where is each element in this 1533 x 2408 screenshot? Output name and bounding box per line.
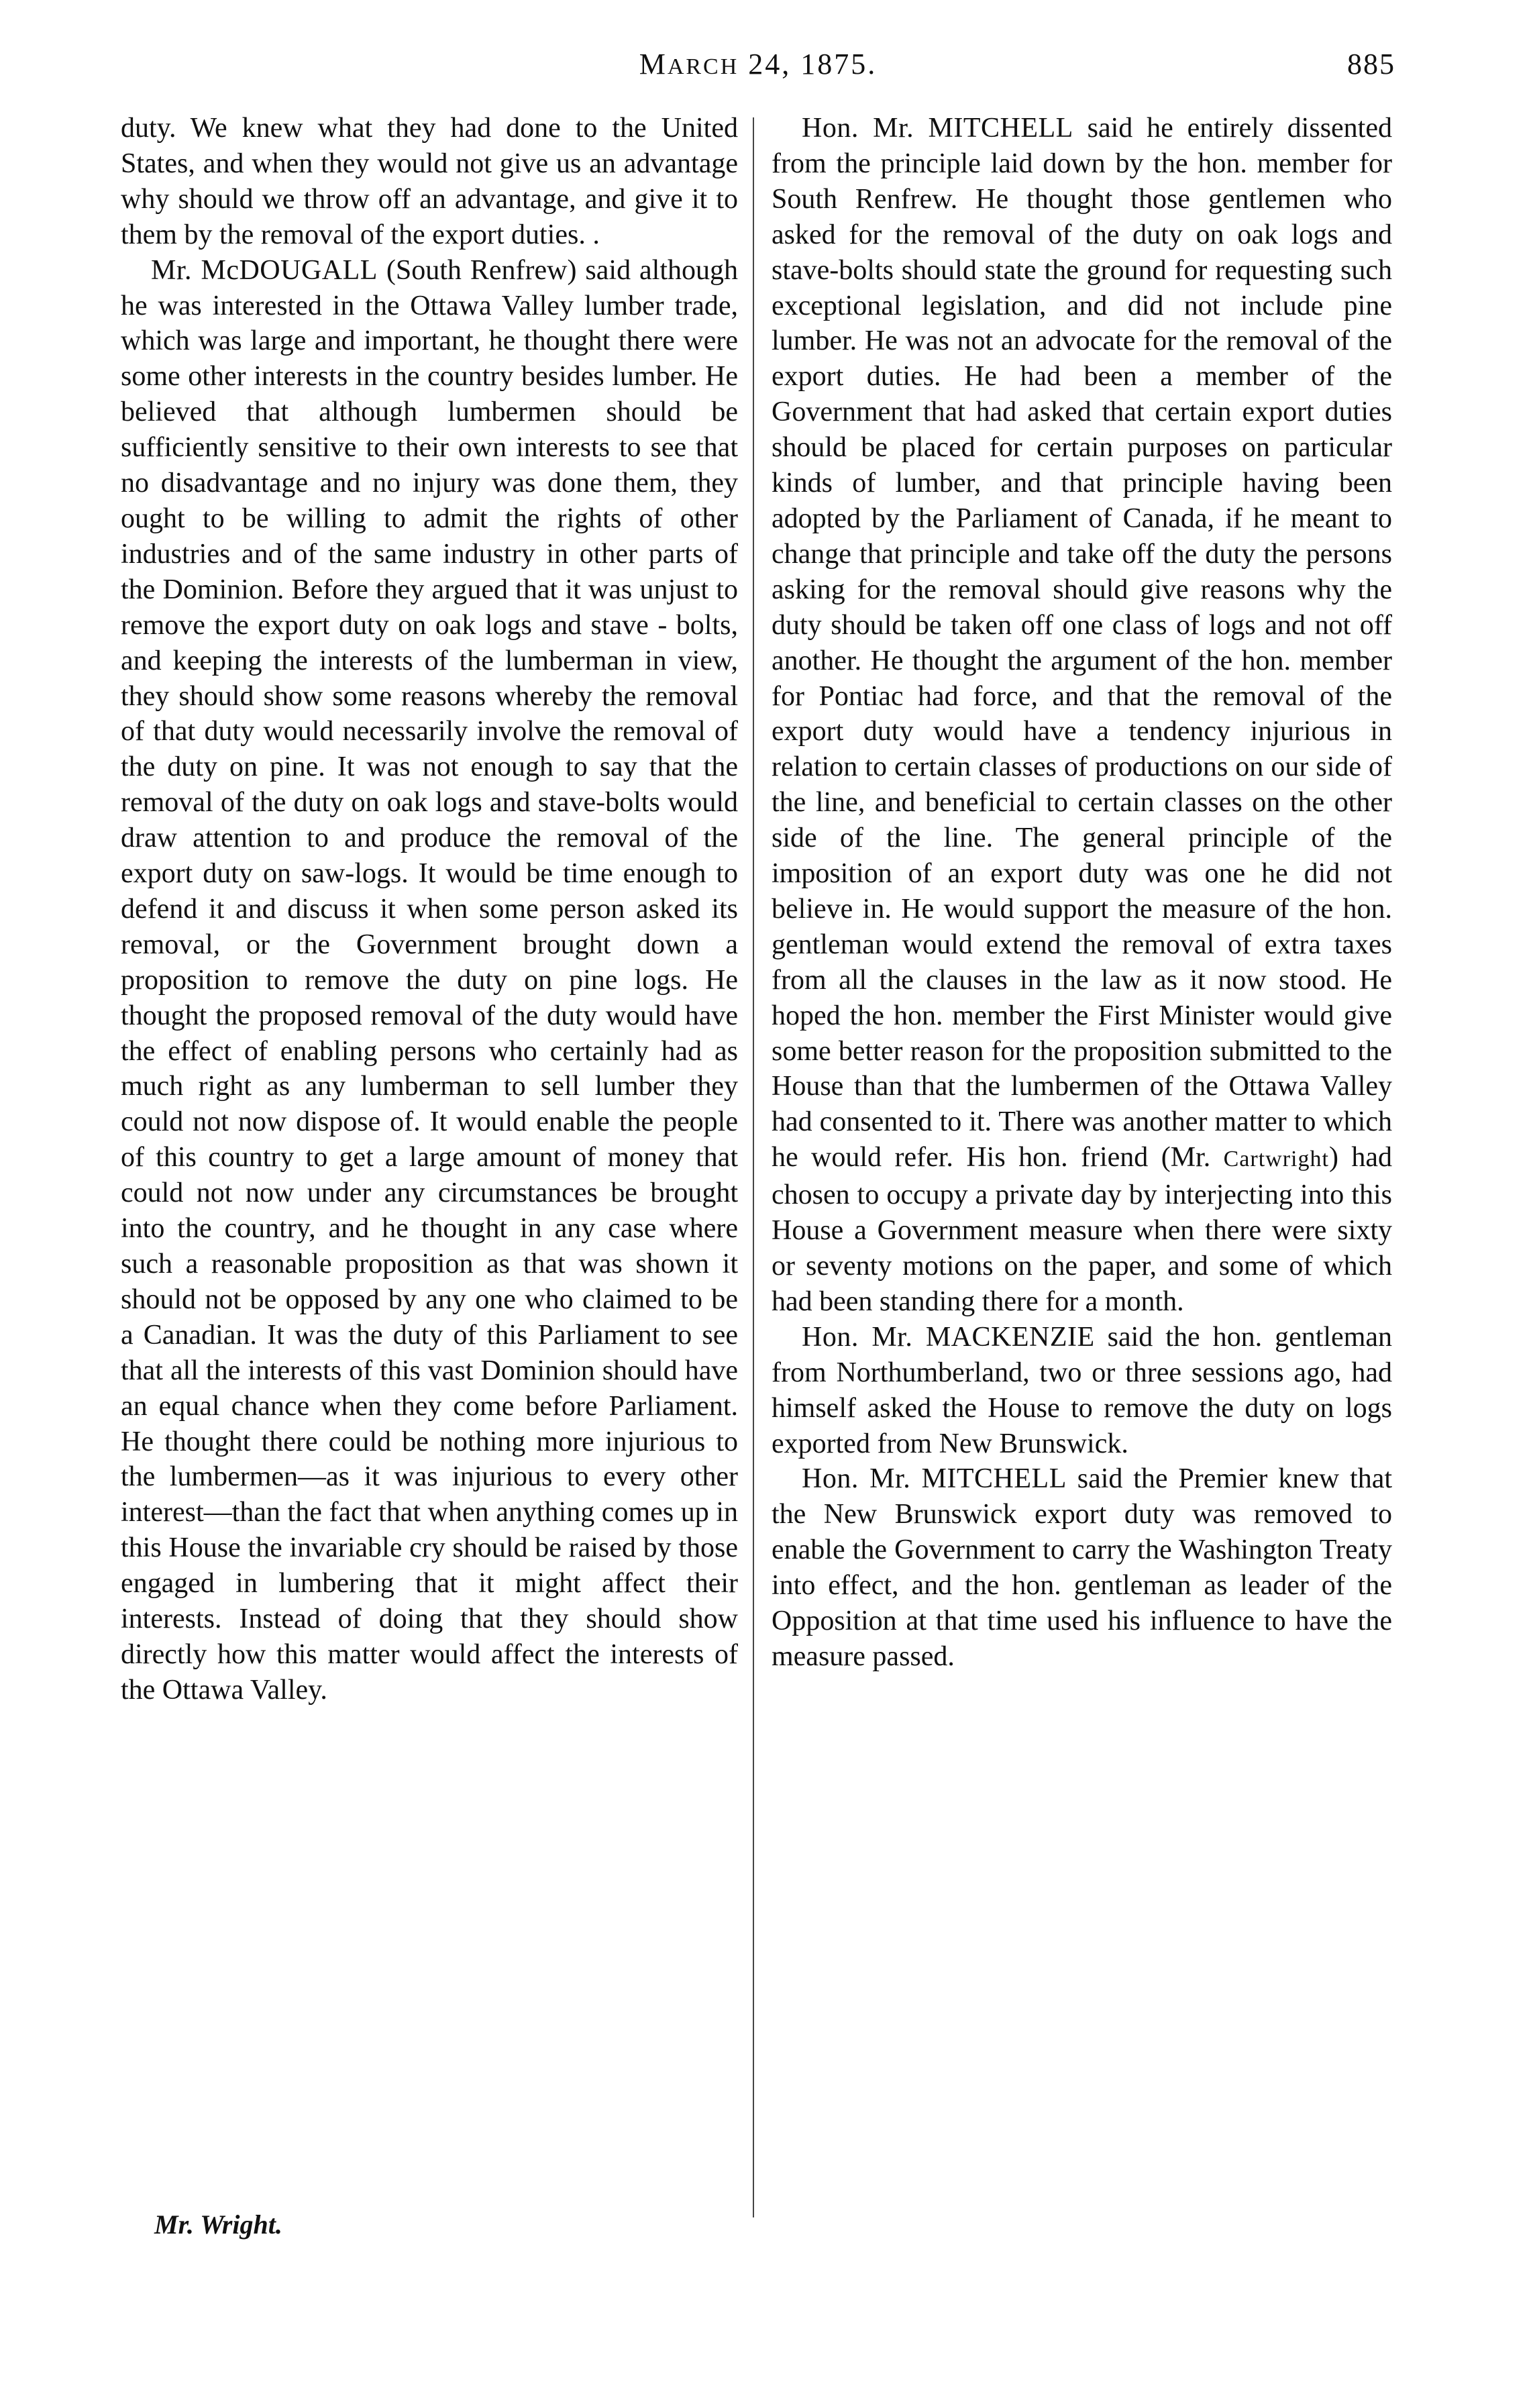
page-header [121,47,1395,87]
page-date [121,47,1395,81]
speaker-name: Hon. Mr. MITCHELL [802,1463,1067,1495]
paragraph [121,253,738,1708]
paragraph [772,1461,1392,1674]
paragraph-body: said the hon. gentleman from Northumberland, two or three sessions ago, had himself asked the House to remove the duty on logs exported from New Brunswick. [772,1321,1393,1459]
paragraph-body: said he entirely dissented from the principle laid down by the hon. member for South Renfrew. He thought those gentlemen who asked for the removal of the duty on oak logs and stave-bolts should state the ground for requesting such exceptional legislation, and did not include pine lumber. He was not an advocate for the removal of the export duties. He had been a member of the Government that had asked that certain export duties should be placed for certain purposes on particular kinds of lumber, and that principle having been adopted by the Parliament of Canada, if he meant to change that principle and take off the duty the persons asking for the removal should give reasons why the duty should be taken off one class of logs and not off another. He thought the argument of the hon. member for Pontiac had force, and that the removal of the export duty would have a tendency injurious in relation to certain classes of productions on our side of the line, and beneficial to certain classes on the other side of the line. The general principle of the imposition of an export duty was one he did not believe in. He would support the measure of the hon. gentleman would extend the removal of extra taxes from all the clauses in the law as it now stood. He hoped the hon. member the First Minister would give some better reason for the proposition submitted to the House than that the lumbermen of the Ottawa Valley had consented to it. There was another matter to which he would refer. His hon. friend (Mr. [772,113,1392,1173]
paragraph-body: ) had chosen to occupy a private day by interjecting into this House a Government measure when there were sixty or seventy motions on the paper, and some of which had been standing there for a month. [772,1142,1392,1317]
paragraph-body: said the Premier knew that the New Brunswick export duty was removed to enable the Government to carry the Washington Treaty into effect, and the hon. gentleman as leader of the Opposition at that time used his influence to have the measure passed. [772,1463,1392,1672]
left-column [121,111,738,1708]
date-day-year: 24, 1875. [748,48,878,81]
speaker-name: Hon. Mr. MACKENZIE [802,1321,1095,1353]
paragraph [772,111,1392,1320]
page-number: 885 [1347,48,1395,81]
right-column [772,111,1392,1675]
smallcaps-name: Cartwright [1223,1147,1329,1172]
date-initial: M [639,48,668,81]
paragraph [772,1320,1392,1462]
footer-speaker-label: Mr. Wright. [154,2209,282,2240]
date-month-rest: ARCH [667,54,739,79]
paragraph-body: (South Renfrew) said although he was interested in the Ottawa Valley lumber trade, which was large and important, he thought there were some other interests in the country besides lumber. He believed that although lumbermen should be sufficiently sensitive to their own interests to see that no disadvantage and no injury was done them, they ought to be willing to admit the rights of other industries and of the same industry in other parts of the Dominion. Before they argued that it was unjust to remove the export duty on oak logs and stave - bolts, and keeping the interests of the lumberman in view, they should show some reasons whereby the removal of that duty would necessarily involve the removal of the duty on pine. It was not enough to say that the removal of the duty on oak logs and stave-bolts would draw attention to and produce the removal of the export duty on saw-logs. It would be time enough to defend it and discuss it when some person asked its removal, or the Government brought down a proposition to remove the duty on pine logs. He thought the proposed removal of the duty would have the effect of enabling persons who certainly had as much right as any lumberman to sell lumber they could not now dispose of. It would enable the people of this country to get a large amount of money that could not now under any circumstances be brought into the country, and he thought in any case where such a reasonable proposition as that was shown it should not be opposed by any one who claimed to be a Canadian. It was the duty of this Parliament to see that all the interests of this vast Dominion should have an equal chance when they come before Parliament. He thought there could be nothing more injurious to the lumbermen—as it was injurious to every other interest—than the fact that when anything comes up in this House the invariable cry should be raised by those engaged in lumbering that it might affect their interests. Instead of doing that they should show directly how this matter would affect the interests of the Ottawa Valley. [121,254,739,1706]
speaker-name: Mr. McDOUGALL [151,254,378,286]
paragraph: duty. We knew what they had done to the United States, and when they would not give us an advantage why should we throw off an advantage, and give it to them by the removal of the export duties. . [121,113,738,250]
column-divider [753,117,754,2217]
speaker-name: Hon. Mr. MITCHELL [802,113,1073,144]
